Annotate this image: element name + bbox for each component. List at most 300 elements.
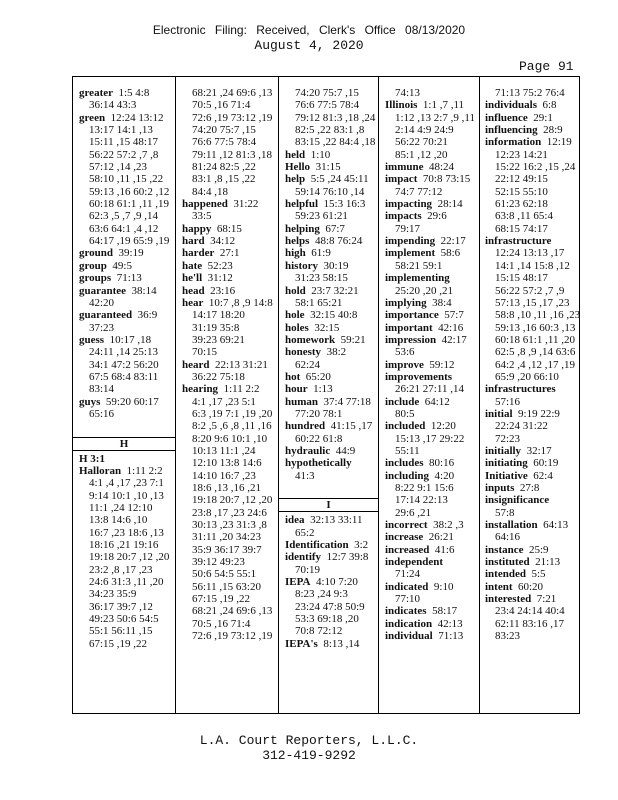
index-refs: 59:20 60:17 [100, 395, 159, 408]
index-term: intended [485, 568, 526, 581]
index-pages: 42:20 [89, 296, 115, 309]
index-entry [79, 465, 175, 477]
index-pages: 34:1 47:2 56:20 [89, 358, 159, 371]
index-refs: 12:7 39:8 [321, 551, 369, 564]
index-pages: 4:1 ,17 ,23 5:1 [192, 395, 256, 408]
index-term: held [285, 148, 306, 161]
index-entry [385, 519, 479, 531]
index-pages: 15:13 ,17 29:22 [395, 432, 465, 445]
index-term: hole [285, 309, 305, 322]
index-pages: 79:11 ,12 81:3 ,18 [192, 148, 272, 161]
index-entry [285, 235, 378, 247]
index-refs: 12:19 [541, 136, 572, 149]
index-pages: 58:10 ,11 ,15 ,22 [89, 173, 164, 186]
index-pages: 52:15 55:10 [495, 185, 548, 198]
index-entry [285, 149, 378, 161]
index-pages: 74:20 75:7 ,15 [295, 87, 359, 99]
index-pages: 4:1 ,4 ,17 ,23 7:1 [89, 477, 164, 490]
index-entry [285, 223, 378, 235]
index-entry [385, 334, 479, 346]
index-entry [182, 272, 278, 284]
index-term: head [182, 284, 205, 297]
index-refs: 22:13 31:21 [209, 358, 268, 371]
index-pages: 37:23 [89, 321, 115, 334]
index-pages: 23:24 47:8 50:9 [295, 600, 365, 613]
index-refs: 9:19 22:9 [512, 407, 560, 420]
index-term: improve [385, 358, 424, 371]
index-refs: 57:7 [438, 309, 464, 322]
index-pages: 25:20 ,20 ,21 [395, 284, 454, 297]
index-refs: 28:14 [432, 198, 463, 211]
index-pages: 85:1 ,12 ,20 [395, 148, 448, 161]
index-refs: 31:15 [310, 161, 341, 174]
index-refs: 38:2 [321, 346, 347, 359]
index-term: Initiative [485, 469, 528, 482]
index-entry [285, 371, 378, 383]
index-term: information [485, 136, 542, 149]
index-refs: 1:13 [307, 383, 333, 396]
index-pages: 74:7 77:12 [395, 185, 443, 198]
index-entry [285, 322, 378, 334]
index-term: immune [385, 161, 424, 174]
index-pages: 60:18 61:1 ,11 ,19 [89, 198, 169, 211]
index-refs: 31:22 [227, 198, 259, 211]
index-term: included [385, 420, 426, 433]
index-refs: 52:23 [202, 259, 233, 272]
index-term: guys [79, 395, 101, 408]
index-term: honesty [285, 346, 322, 359]
index-term: guarantee [79, 284, 127, 297]
index-pages: 68:21 ,24 69:6 ,13 [192, 87, 273, 99]
index-entry [485, 136, 581, 148]
index-entry [485, 568, 581, 580]
index-column-2 [175, 77, 278, 713]
section-letter: H [73, 437, 175, 451]
index-refs: 1:10 [305, 148, 331, 161]
index-pages: 65:16 [89, 407, 115, 420]
index-refs: 36:9 [132, 309, 158, 322]
index-refs: 80:16 [423, 457, 455, 470]
index-pages: 8:20 9:6 10:1 ,10 [192, 432, 268, 445]
index-term: hearing [182, 383, 219, 396]
index-refs: 32:15 40:8 [304, 309, 358, 322]
index-entry [285, 420, 378, 432]
index-pages: 12:10 13:8 14:6 [192, 457, 262, 470]
index-pages: 60:22 61:8 [295, 432, 343, 445]
index-term: hear [182, 296, 204, 309]
index-pages: 65:9 ,20 66:10 [495, 370, 559, 383]
index-entry [485, 470, 581, 482]
index-refs: 59:21 [335, 333, 366, 346]
index-term: include [385, 395, 420, 408]
index-entry [79, 334, 175, 346]
index-entry [79, 285, 175, 297]
index-entry [385, 309, 479, 321]
index-pages: 76:6 77:5 78:4 [295, 99, 360, 112]
index-pages: 61:23 62:18 [495, 198, 548, 211]
index-pages: 14:10 16:7 ,23 [192, 469, 256, 482]
index-pages: 39:12 49:23 [192, 556, 245, 569]
index-entry: implementing [385, 272, 450, 285]
index-pages: 77:20 78:1 [295, 407, 343, 420]
index-pages: 13:8 14:6 ,10 [89, 514, 148, 527]
index-term: includes [385, 457, 424, 470]
index-term: increased [385, 543, 430, 556]
index-term: initiating [485, 457, 528, 470]
index-term: IEPA's [285, 637, 318, 650]
index-entry [385, 581, 479, 593]
index-term: impact [385, 173, 418, 186]
index-refs: 23:16 [204, 284, 236, 297]
index-refs: 39:19 [113, 247, 144, 260]
index-entry: infrastructures [485, 383, 556, 396]
index-term: initial [485, 407, 513, 420]
index-pages: 36:14 43:3 [89, 99, 137, 112]
index-refs: 37:4 77:18 [318, 395, 371, 408]
index-entry [79, 272, 175, 284]
index-refs: 70:8 73:15 [417, 173, 471, 186]
index-entry [485, 124, 581, 136]
index-entry [79, 112, 175, 124]
index-pages: 84:4 ,18 [192, 185, 229, 198]
index-entry [385, 420, 479, 432]
index-refs: 41:15 ,17 [325, 420, 373, 433]
index-entry [485, 519, 581, 531]
index-refs: 12:20 [425, 420, 456, 433]
index-entry [385, 359, 479, 371]
index-entry [485, 581, 581, 593]
index-entry [285, 334, 378, 346]
index-entry [385, 605, 479, 617]
index-refs: 60:20 [512, 580, 544, 593]
index-pages: 24:6 31:3 ,11 ,20 [89, 576, 164, 589]
index-pages: 22:24 31:22 [495, 420, 548, 433]
index-pages: 56:22 57:2 ,7 ,9 [495, 284, 565, 297]
index-entry [485, 593, 581, 605]
index-pages: 65:2 [295, 526, 315, 539]
index-pages: 58:21 59:1 [395, 259, 443, 272]
index-refs: 58:17 [426, 605, 458, 618]
index-refs: 1:5 4:8 [113, 87, 150, 99]
index-pages: 19:18 20:7 ,12 ,20 [192, 494, 273, 507]
index-term: IEPA [285, 576, 311, 589]
index-pages: 64:16 [495, 531, 521, 544]
index-pages: 74:20 75:7 ,15 [192, 124, 256, 137]
index-pages [285, 482, 378, 494]
index-term: homework [285, 333, 336, 346]
index-entry [79, 87, 175, 99]
index-entry [182, 383, 278, 395]
index-refs: 28:9 [537, 124, 563, 137]
index-refs: 32:17 [521, 444, 552, 457]
index-entry: improvements [385, 370, 453, 383]
index-pages: 18:16 ,21 19:16 [89, 539, 159, 552]
index-pages: 72:6 ,19 73:12 ,19 [192, 111, 273, 124]
index-term: hate [182, 259, 203, 272]
index-pages: 8:22 9:1 15:6 [395, 482, 454, 494]
index-refs: 10:7 ,8 ,9 14:8 [203, 296, 273, 309]
index-entry [182, 223, 278, 235]
index-pages: 14:17 18:20 [192, 309, 245, 322]
index-pages: 68:21 ,24 69:6 ,13 [192, 605, 273, 618]
index-term: happened [182, 198, 228, 211]
index-entry [385, 630, 479, 642]
index-pages: 8:23 ,24 9:3 [295, 588, 348, 601]
index-refs: 65:20 [300, 370, 331, 383]
index-refs: 38:2 ,3 [427, 519, 464, 532]
index-pages: 68:15 74:17 [495, 222, 548, 235]
index-pages: 71:13 75:2 76:4 [495, 87, 565, 99]
index-entry [285, 346, 378, 358]
index-refs: 71:13 [432, 630, 464, 643]
index-term: including [385, 469, 430, 482]
index-refs: 5:5 ,24 45:11 [305, 173, 369, 186]
index-refs: 48:24 [423, 161, 455, 174]
index-refs: 10:17 ,18 [104, 333, 152, 346]
index-pages: 80:5 [395, 407, 415, 420]
index-entry [285, 198, 378, 210]
index-term: helps [285, 235, 310, 248]
index-term: impression [385, 333, 437, 346]
index-term: indication [385, 617, 433, 630]
index-pages: 83:23 [495, 630, 521, 643]
index-term: individual [385, 630, 433, 643]
index-entry [385, 99, 479, 111]
index-term: instituted [485, 556, 530, 569]
index-refs: 29:1 [527, 111, 553, 124]
index-pages: 17:14 22:13 [395, 494, 448, 507]
index-pages: 72:6 ,19 73:12 ,19 [192, 630, 273, 643]
index-term: intent [485, 580, 513, 593]
index-entry [285, 309, 378, 321]
index-pages: 2:14 4:9 24:9 [395, 124, 454, 137]
index-entry [485, 544, 581, 556]
index-entry: independent [385, 556, 444, 569]
index-refs: 1:1 ,7 ,11 [417, 99, 465, 112]
index-refs: 4:10 7:20 [310, 576, 358, 589]
index-entry [485, 408, 581, 420]
footer-company: L.A. Court Reporters, L.L.C. [199, 733, 419, 748]
index-term: hot [285, 370, 301, 383]
index-pages: 59:13 ,16 60:2 ,12 [89, 185, 170, 198]
index-term: happy [182, 222, 212, 235]
index-refs: 21:13 [529, 556, 561, 569]
index-pages: 14:1 ,14 15:8 ,12 [495, 259, 570, 272]
index-pages: 10:13 11:1 ,24 [192, 444, 256, 457]
index-pages: 81:24 82:5 ,22 [192, 161, 256, 174]
index-pages: 76:6 77:5 78:4 [192, 136, 257, 149]
index-pages: 19:18 20:7 ,12 ,20 [89, 551, 170, 564]
index-refs: 4:20 [429, 469, 455, 482]
index-pages: 57:12 ,14 ,23 [89, 161, 148, 174]
index-pages: 53:6 [395, 346, 415, 359]
index-entry [79, 247, 175, 259]
index-entry [485, 482, 581, 494]
index-pages: 58:1 65:21 [295, 296, 343, 309]
index-pages: 36:17 39:7 ,12 [89, 600, 153, 613]
index-entry: infrastructure [485, 235, 552, 248]
index-entry [385, 470, 479, 482]
index-pages: 71:24 [395, 568, 421, 581]
index-term: Illinois [385, 99, 418, 112]
index-pages: 83:14 [89, 383, 115, 396]
index-pages: 33:5 [192, 210, 212, 223]
index-term: hour [285, 383, 308, 396]
index-term: he'll [182, 272, 203, 285]
index-pages: 36:22 75:18 [192, 370, 245, 383]
index-entry [385, 198, 479, 210]
index-pages: 39:23 69:21 [192, 333, 245, 346]
index-entry [182, 198, 278, 210]
index-pages: 1:12 ,13 2:7 ,9 ,11 [395, 111, 475, 124]
index-refs: 44:9 [330, 444, 356, 457]
index-refs: 34:12 [204, 235, 236, 248]
index-refs: 32:13 33:11 [304, 514, 363, 527]
index-entry [182, 297, 278, 309]
index-pages: 15:22 16:2 ,15 ,24 [495, 161, 576, 174]
index-entry [385, 322, 479, 334]
index-pages: 56:22 70:21 [395, 136, 448, 149]
index-refs: 64:13 [537, 519, 569, 532]
index-pages: 56:22 57:2 ,7 ,8 [89, 148, 159, 161]
index-pages: 12:24 13:13 ,17 [495, 247, 565, 260]
index-column-5 [479, 77, 581, 713]
index-entry [285, 383, 378, 395]
index-entry [385, 396, 479, 408]
index-pages: 63:8 ,11 65:4 [495, 210, 553, 223]
index-refs: 23:7 32:21 [305, 284, 359, 297]
index-term: hydraulic [285, 444, 331, 457]
index-term: inputs [485, 482, 515, 494]
index-pages: 30:13 ,23 31:3 ,8 [192, 519, 267, 532]
index-pages: 41:3 [295, 469, 315, 482]
index-pages: 67:15 ,19 ,22 [89, 637, 148, 650]
index-pages: 18:6 ,13 ,16 ,21 [192, 482, 262, 494]
index-pages: 23:4 24:14 40:4 [495, 605, 565, 618]
index-entry [79, 396, 175, 408]
index-entry [385, 544, 479, 556]
index-entry [385, 210, 479, 222]
index-pages: 67:15 ,19 ,22 [192, 593, 251, 606]
index-entry [182, 260, 278, 272]
index-entry [485, 457, 581, 469]
index-pages: 9:14 10:1 ,10 ,13 [89, 489, 164, 502]
index-column-4 [378, 77, 479, 713]
index-pages: 62:11 83:16 ,17 [495, 617, 564, 630]
index-entry: hypothetically [285, 457, 352, 470]
index-entry [182, 359, 278, 371]
index-pages: 31:19 35:8 [192, 321, 240, 334]
index-entry [485, 556, 581, 568]
index-refs: 60:19 [527, 457, 559, 470]
index-refs: 42:13 [432, 617, 463, 630]
index-term: implying [385, 296, 427, 309]
index-pages: 57:13 ,15 ,17 ,23 [495, 296, 570, 309]
index-entry [285, 396, 378, 408]
index-pages: 70:8 72:12 [295, 625, 343, 638]
index-entry [385, 161, 479, 173]
index-entry [385, 531, 479, 543]
index-term: importance [385, 309, 439, 322]
index-entry [285, 445, 378, 457]
index-entry [79, 260, 175, 272]
index-term: holes [285, 321, 309, 334]
index-pages: 12:23 14:21 [495, 148, 548, 161]
index-entry [285, 173, 378, 185]
index-entry: insignificance [485, 494, 550, 507]
index-refs: 68:15 [211, 222, 242, 235]
index-pages: 34:23 35:9 [89, 588, 137, 601]
index-pages: 50:6 54:5 55:1 [192, 568, 257, 581]
index-pages: 77:10 [395, 593, 421, 606]
index-term: helpful [285, 198, 319, 211]
index-pages: 22:12 49:15 [495, 173, 548, 186]
index-term: hard [182, 235, 205, 248]
index-refs: 71:13 [111, 272, 142, 285]
index-refs: 67:7 [319, 222, 345, 235]
index-entry [385, 457, 479, 469]
index-entry [385, 235, 479, 247]
index-pages: 70:5 ,16 71:4 [192, 617, 251, 630]
index-entry: H 3:1 [79, 452, 105, 465]
index-entry [385, 173, 479, 185]
index-pages: 79:17 [395, 222, 421, 235]
index-entry [285, 539, 378, 551]
index-entry [182, 285, 278, 297]
index-refs: 30:19 [318, 259, 349, 272]
index-entry [285, 514, 378, 526]
index-term: heard [182, 358, 210, 371]
index-refs: 62:4 [527, 469, 553, 482]
index-refs: 29:6 [421, 210, 447, 223]
index-pages: 70:15 [192, 346, 218, 359]
index-pages: 8:2 ,5 ,6 ,8 ,11 ,16 [192, 420, 272, 433]
index-term: interested [485, 593, 532, 606]
index-term: guaranteed [79, 309, 133, 322]
index-pages: 62:24 [295, 358, 321, 371]
index-pages: 82:5 ,22 83:1 ,8 [295, 124, 365, 137]
index-term: harder [182, 247, 215, 260]
index-refs: 42:16 [432, 321, 464, 334]
page-number: Page 91 [519, 59, 574, 74]
index-pages: 6:3 ,19 7:1 ,19 ,20 [192, 407, 273, 420]
index-term: implement [385, 247, 436, 260]
index-pages: 59:14 76:10 ,14 [295, 185, 365, 198]
index-refs: 41:6 [429, 543, 455, 556]
index-term: indicates [385, 605, 427, 618]
index-term: help [285, 173, 306, 186]
index-pages: 63:6 64:1 ,4 ,12 [89, 222, 159, 235]
index-refs: 59:12 [423, 358, 455, 371]
index-entry [285, 161, 378, 173]
section-letter: I [279, 498, 378, 512]
index-pages: 79:12 81:3 ,18 ,24 [295, 111, 376, 124]
index-refs: 6:8 [536, 99, 557, 112]
index-pages: 62:5 ,8 ,9 ,14 63:6 [495, 346, 576, 359]
index-term: important [385, 321, 433, 334]
index-term: high [285, 247, 306, 260]
index-pages: 70:19 [295, 563, 321, 576]
index-pages: 72:23 [495, 432, 521, 445]
index-entry [285, 285, 378, 297]
index-term: hundred [285, 420, 326, 433]
index-refs: 32:15 [308, 321, 340, 334]
index-refs: 58:6 [435, 247, 461, 260]
index-entry [485, 99, 581, 111]
index-entry [385, 247, 479, 259]
index-pages: 70:5 ,16 71:4 [192, 99, 251, 112]
index-refs: 38:14 [126, 284, 157, 297]
